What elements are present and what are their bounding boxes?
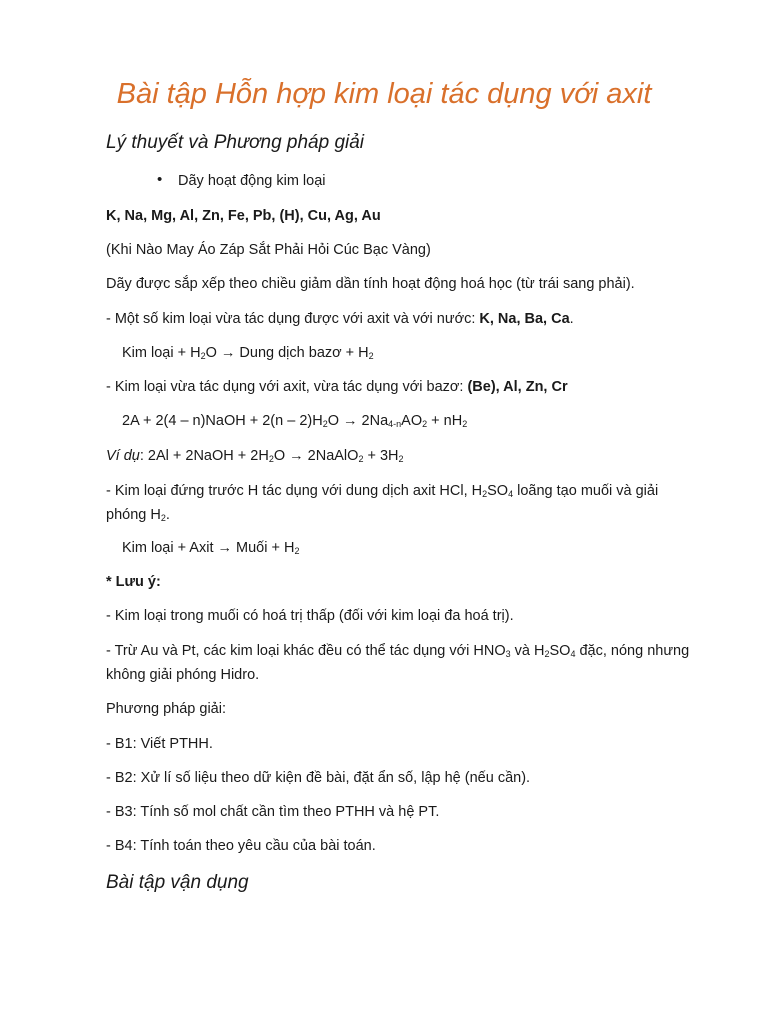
water-metals-bold: K, Na, Ba, Ca xyxy=(479,311,570,327)
section-heading-practice: Bài tập vận dụng xyxy=(106,872,249,893)
page-title: Bài tập Hỗn hợp kim loại tác dụng với axit xyxy=(116,78,652,110)
method-label: Phương pháp giải: xyxy=(106,701,226,717)
eq-text: : 2Al + 2NaOH + 2H xyxy=(139,448,269,464)
example-label: Ví dụ xyxy=(106,448,140,464)
eq-subscript: 2 xyxy=(482,489,488,499)
example-line xyxy=(106,445,404,467)
eq-text: AO xyxy=(401,413,423,429)
eq-subscript: 2 xyxy=(200,351,206,361)
eq-text: + nH xyxy=(427,413,463,429)
para-text: SO xyxy=(549,643,571,659)
eq-subscript: 2 xyxy=(544,649,550,659)
bullet-icon: • xyxy=(157,171,163,188)
para-text: - Trừ Au và Pt, các kim loại khác đều có thể tác dụng với HNO xyxy=(106,643,506,659)
eq-subscript: 2 xyxy=(160,513,166,523)
note-2-paragraph xyxy=(106,639,696,687)
eq-subscript: 2 xyxy=(322,419,328,429)
para-text: đặc, nóng nhưng không giải phóng Hidro. xyxy=(106,643,690,683)
eq-text: + 3H xyxy=(363,448,399,464)
water-metals-end: . xyxy=(569,311,574,327)
eq-subscript: 2 xyxy=(368,351,374,361)
eq-text: O → 2NaAlO xyxy=(273,448,359,464)
para-text: loãng tạo muối và giải phóng H xyxy=(106,483,659,523)
note-1: - Kim loại trong muối có hoá trị thấp (đối với kim loại đa hoá trị). xyxy=(106,608,514,624)
eq-text: O → 2Na xyxy=(327,413,389,429)
eq-text: 2A + 2(4 – n)NaOH + 2(n – 2)H xyxy=(122,413,323,429)
method-step-2: - B2: Xử lí số liệu theo dữ kiện đề bài, đặt ẩn số, lập hệ (nếu cần). xyxy=(106,770,531,786)
note-label: * Lưu ý: xyxy=(106,574,161,590)
eq-subscript: 4-n xyxy=(388,419,402,429)
bullet-item: Dãy hoạt động kim loại xyxy=(178,173,326,189)
eq-subscript: 4 xyxy=(508,489,514,499)
acid-metals-paragraph xyxy=(106,479,696,527)
base-metals-line xyxy=(106,376,568,398)
mnemonic: (Khi Nào May Áo Záp Sắt Phải Hỏi Cúc Bạc Vàng) xyxy=(106,242,431,258)
eq-text: Kim loại + Axit → Muối + H xyxy=(122,540,295,556)
eq-subscript: 2 xyxy=(422,419,428,429)
equation-acid xyxy=(122,537,299,559)
eq-subscript: 2 xyxy=(294,546,300,556)
eq-subscript: 2 xyxy=(398,454,404,464)
order-note: Dãy được sắp xếp theo chiều giảm dần tính hoạt động hoá học (từ trái sang phải). xyxy=(106,276,635,292)
base-metals-bold: (Be), Al, Zn, Cr xyxy=(467,379,568,395)
equation-water xyxy=(122,342,374,364)
eq-text: Kim loại + H xyxy=(122,345,201,361)
method-step-4: - B4: Tính toán theo yêu cầu của bài toán. xyxy=(106,838,376,854)
para-text: - Kim loại đứng trước H tác dụng với dung dịch axit HCl, H xyxy=(106,483,483,499)
water-metals-lead: - Một số kim loại vừa tác dụng được với axit và với nước: xyxy=(106,311,480,327)
section-heading-theory: Lý thuyết và Phương pháp giải xyxy=(106,132,365,153)
eq-text: O → Dung dịch bazơ + H xyxy=(205,345,369,361)
para-text: . xyxy=(165,507,170,523)
eq-subscript: 2 xyxy=(462,419,468,429)
eq-subscript: 2 xyxy=(268,454,274,464)
water-metals-line xyxy=(106,308,574,330)
base-metals-lead: - Kim loại vừa tác dụng với axit, vừa tác dụng với bazơ: xyxy=(106,379,468,395)
equation-base xyxy=(122,410,467,432)
eq-subscript: 4 xyxy=(570,649,576,659)
method-step-1: - B1: Viết PTHH. xyxy=(106,736,213,752)
para-text: SO xyxy=(487,483,509,499)
eq-subscript: 2 xyxy=(358,454,364,464)
para-text: và H xyxy=(510,643,545,659)
eq-subscript: 3 xyxy=(505,649,511,659)
method-step-3: - B3: Tính số mol chất cần tìm theo PTHH và hệ PT. xyxy=(106,804,440,820)
activity-series: K, Na, Mg, Al, Zn, Fe, Pb, (H), Cu, Ag, Au xyxy=(106,208,381,224)
